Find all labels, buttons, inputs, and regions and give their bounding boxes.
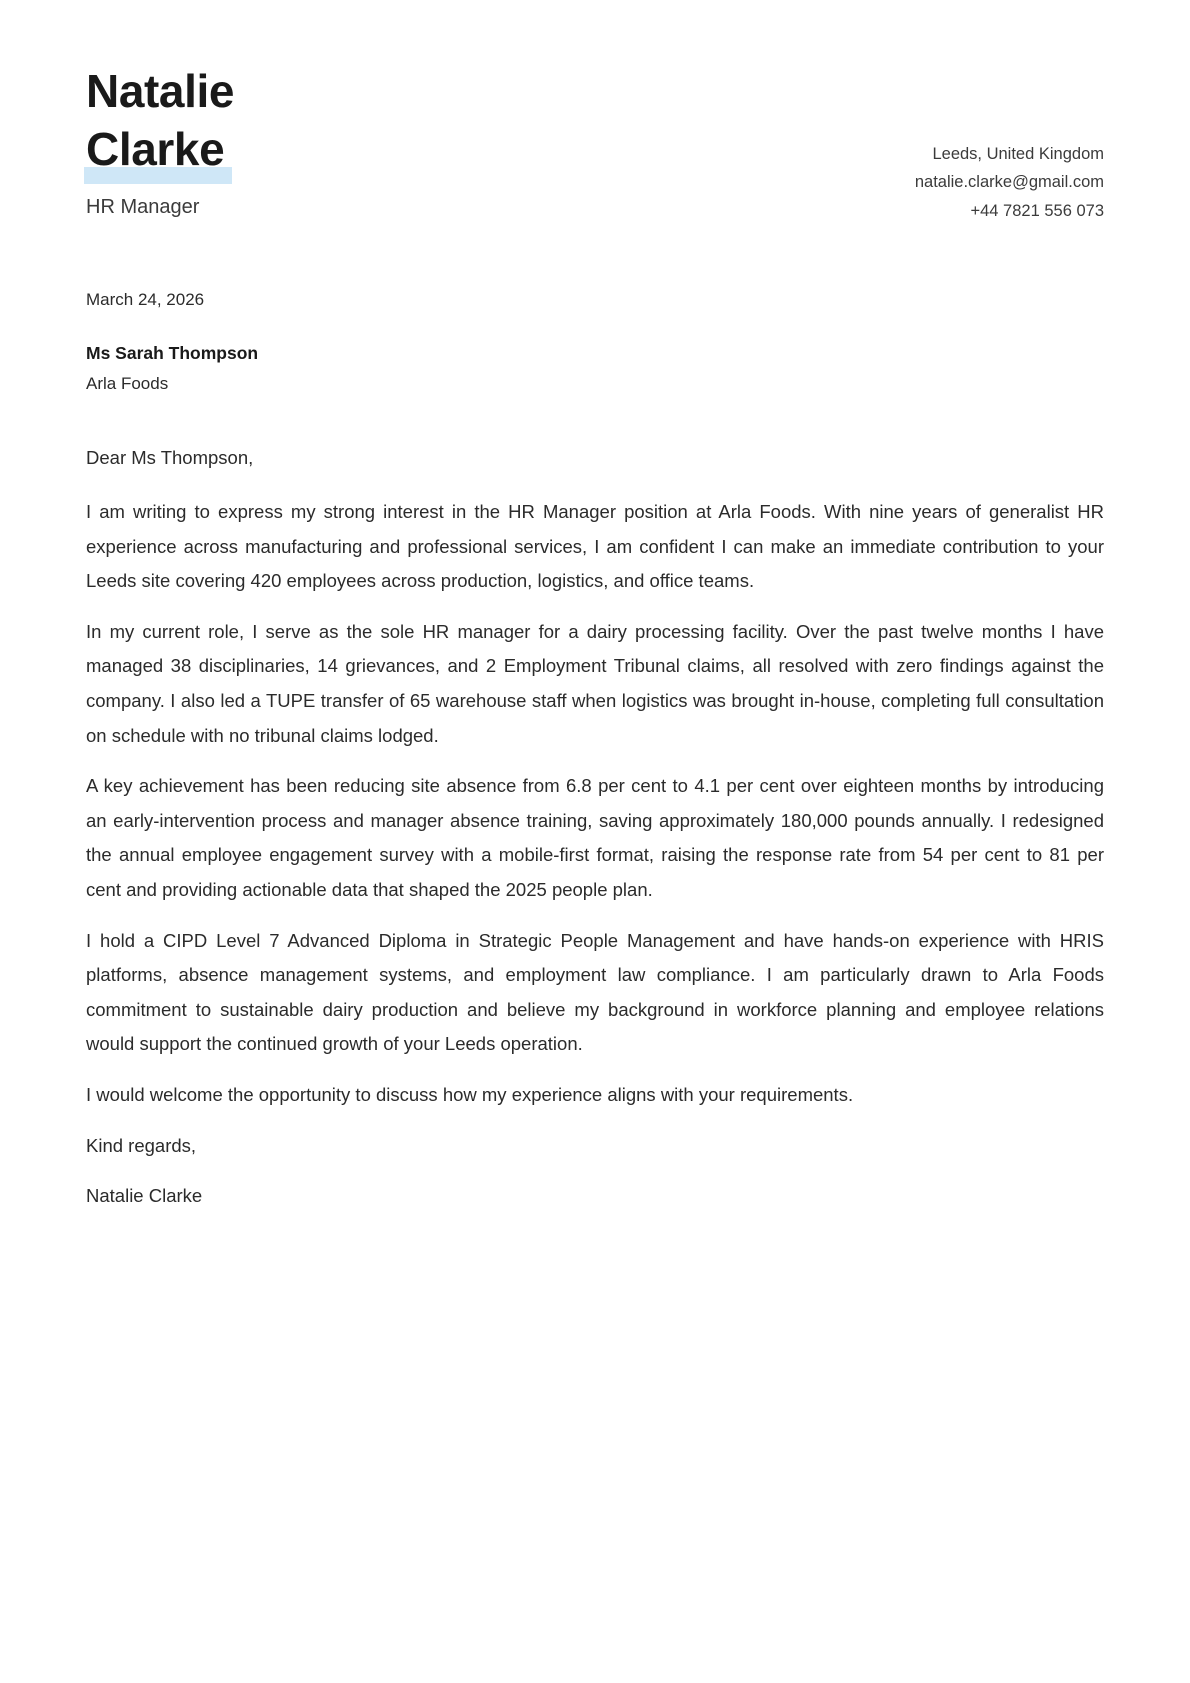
- candidate-last-name: Clarke: [86, 120, 224, 180]
- contact-block: [915, 62, 1104, 225]
- closing-line: I would welcome the opportunity to discuss how my experience aligns with your requirements.: [86, 1083, 854, 1105]
- body-paragraph: In my current role, I serve as the sole HR manager for a dairy processing facility. Over the past twelve months I have managed 38 disciplinaries, 14 grievances, and 2 Employment Tribunal claims, all resolved with zero findings against the company. I also led a TUPE transfer of 65 warehouse staff when logistics was brought in-house, completing full consultation on schedule with no tribunal claims lodged.: [86, 620, 1104, 746]
- letter-date: March 24, 2026: [86, 290, 205, 310]
- sign-off: Kind regards,: [86, 1134, 197, 1156]
- contact-location: Leeds, United Kingdom: [932, 145, 1104, 163]
- body-paragraph: A key achievement has been reducing site absence from 6.8 per cent to 4.1 per cent over eighteen months by introducing an early-intervention process and manager absence training, saving approximately 180,000 pounds annually. I redesigned the annual employee engagement survey with a mobile-first format, raising the response rate from 54 per cent to 81 per cent and providing actionable data that shaped the 2025 people plan.: [86, 775, 1104, 900]
- signature-name: Natalie Clarke: [86, 1185, 203, 1207]
- letter-meta: [86, 287, 1104, 396]
- contact-phone[interactable]: +44 7821 556 073: [970, 201, 1104, 220]
- identity-block: [86, 62, 234, 221]
- body-paragraph: I hold a CIPD Level 7 Advanced Diploma in Strategic People Management and have hands-on experience with HRIS platforms, absence management systems, and employment law compliance. I am particularly drawn to Arla Foods commitment to sustainable dairy production and believe my background in workforce planning and employee relations would support the continued growth of your Leeds operation.: [86, 929, 1104, 1055]
- candidate-first-name: Natalie: [86, 65, 235, 117]
- recipient-company: Arla Foods: [86, 373, 169, 393]
- letter-header: [86, 62, 1104, 225]
- contact-email[interactable]: natalie.clarke@gmail.com: [914, 173, 1104, 192]
- body-paragraph: I am writing to express my strong interest in the HR Manager position at Arla Foods. With nine years of generalist HR experience across manufacturing and professional services, I am confident I can make an immediate contribution to your Leeds site covering 420 employees across production, logistics, and office teams.: [86, 501, 1104, 592]
- salutation: Dear Ms Thompson,: [86, 447, 254, 469]
- recipient-block: [86, 340, 1104, 397]
- recipient-name: Ms Sarah Thompson: [86, 342, 259, 363]
- letter-body: [86, 444, 1104, 1213]
- job-title: HR Manager: [86, 195, 200, 218]
- candidate-name: [86, 62, 234, 181]
